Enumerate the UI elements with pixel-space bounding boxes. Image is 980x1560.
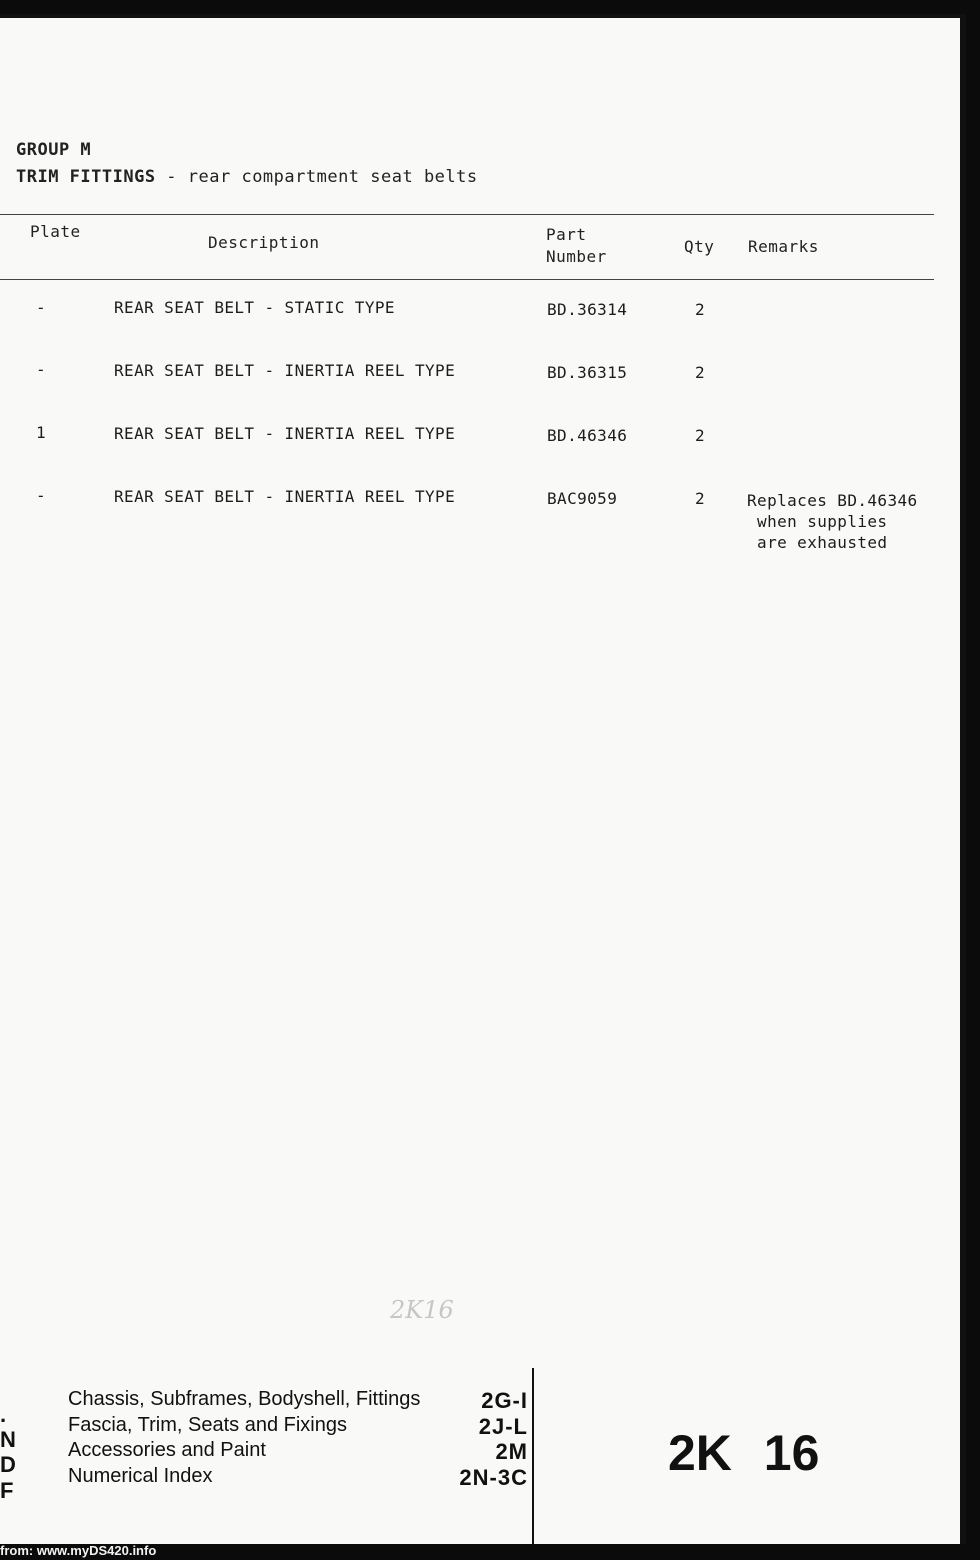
side-letter: D [0, 1452, 16, 1477]
footer-section-code: 2G-I [481, 1388, 528, 1413]
side-letter: F [0, 1478, 14, 1503]
table-top-rule [0, 214, 934, 215]
col-header-part-2: Number [546, 247, 607, 266]
section-title: TRIM FITTINGS - rear compartment seat belts [16, 167, 478, 187]
cell-plate: 1 [36, 423, 47, 442]
cell-description: REAR SEAT BELT - INERTIA REEL TYPE [114, 361, 456, 380]
cell-plate: - [36, 298, 47, 317]
source-watermark: from: www.myDS420.info [0, 1543, 157, 1558]
col-header-plate: Plate [30, 222, 81, 241]
cell-qty: 2 [695, 363, 706, 382]
cell-qty: 2 [695, 300, 706, 319]
cell-description: REAR SEAT BELT - STATIC TYPE [114, 298, 395, 317]
col-header-description: Description [208, 233, 320, 252]
cell-part-number: BAC9059 [547, 489, 618, 508]
cell-part-number: BD.36314 [547, 300, 628, 319]
section-subtitle: rear compartment seat belts [187, 167, 478, 187]
col-header-remarks: Remarks [748, 237, 819, 256]
footer-section-item: Fascia, Trim, Seats and Fixings 2J-L [68, 1414, 528, 1439]
footer-section-code: 2N-3C [459, 1465, 528, 1490]
handwritten-mark: 2K16 [390, 1296, 454, 1324]
group-heading: GROUP M [16, 140, 92, 160]
cell-description: REAR SEAT BELT - INERTIA REEL TYPE [114, 424, 456, 443]
cell-part-number: BD.36315 [547, 363, 628, 382]
footer-section-code: 2J-L [478, 1414, 528, 1439]
document-page [0, 14, 966, 1544]
cell-plate: - [36, 360, 47, 379]
cell-remarks: Replaces BD.46346 when supplies are exhausted [747, 491, 918, 552]
col-header-part-1: Part [546, 225, 587, 244]
footer-section-item: Chassis, Subframes, Bodyshell, Fittings 2G-I [68, 1388, 528, 1413]
side-letter: . [0, 1402, 7, 1427]
cell-part-number: BD.46346 [547, 426, 628, 445]
cell-plate: - [36, 486, 47, 505]
cell-qty: 2 [695, 489, 706, 508]
footer-section-item: Numerical Index 2N-3C [68, 1465, 528, 1490]
footer-section-code: 2M [495, 1439, 528, 1464]
cell-description: REAR SEAT BELT - INERTIA REEL TYPE [114, 487, 456, 506]
footer-index-box [0, 1368, 534, 1544]
col-header-qty: Qty [684, 237, 715, 256]
table-header-rule [0, 279, 934, 280]
side-letter: N [0, 1427, 16, 1452]
cell-qty: 2 [695, 426, 706, 445]
footer-section-item: Accessories and Paint 2M [68, 1439, 528, 1464]
page-code: 2K 16 [668, 1425, 820, 1481]
